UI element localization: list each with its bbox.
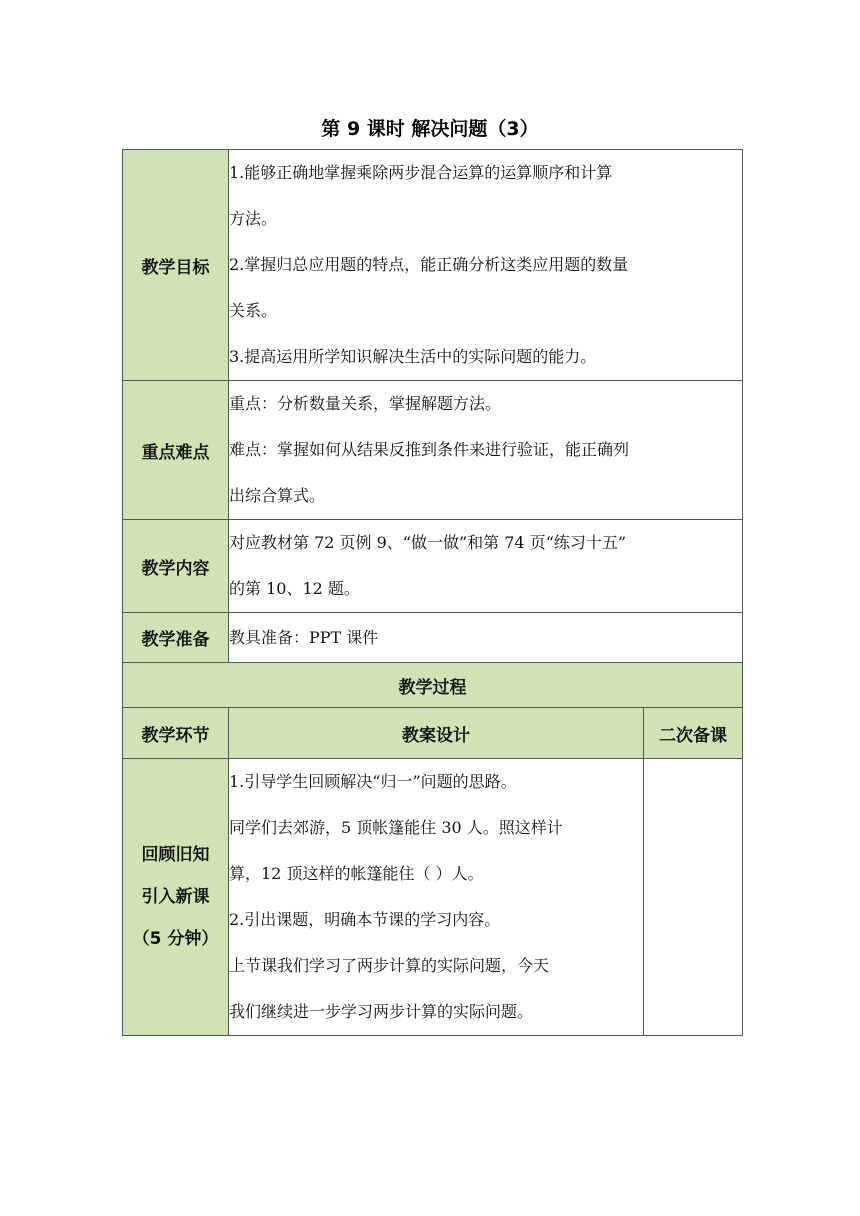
review-section-label: [123, 759, 229, 1036]
content-content: [229, 520, 743, 613]
preparation-label: 教学准备: [123, 613, 229, 663]
review-line: 我们继续进一步学习两步计算的实际问题。: [229, 1002, 534, 1021]
content-row: [123, 520, 743, 613]
content-line: 对应教材第 72 页例 9、“做一做”和第 74 页“练习十五”: [229, 533, 627, 552]
preparation-content: [229, 613, 743, 663]
lesson-title: 第 9 课时 解决问题（3）: [321, 118, 539, 140]
key-points-label: 重点难点: [123, 381, 229, 520]
key-points-line: 难点：掌握如何从结果反推到条件来进行验证，能正确列: [229, 440, 630, 459]
content-line: 的第 10、12 题。: [229, 579, 360, 598]
review-line: 1.引导学生回顾解决“归一”问题的思路。: [229, 772, 517, 791]
objectives-line: 1.能够正确地掌握乘除两步混合运算的运算顺序和计算: [229, 163, 613, 182]
review-label-line: （5 分钟）: [132, 929, 219, 949]
preparation-row: [123, 613, 743, 663]
revision-notes-cell: [644, 759, 743, 1036]
review-line: 2.引出课题，明确本节课的学习内容。: [229, 910, 501, 929]
lesson-plan-table: [122, 149, 743, 1036]
preparation-line: 教具准备：PPT 课件: [229, 627, 379, 647]
review-section-row: [123, 759, 743, 1036]
objectives-line: 方法。: [229, 209, 278, 228]
key-points-row: [123, 381, 743, 520]
review-section-content: [229, 759, 644, 1036]
column-revision: 二次备课: [644, 708, 743, 759]
review-line: 上节课我们学习了两步计算的实际问题，今天: [229, 956, 550, 975]
objectives-label: 教学目标: [123, 150, 229, 381]
column-stage: 教学环节: [123, 708, 229, 759]
review-line: 同学们去郊游，5 顶帐篷能住 30 人。照这样计: [229, 818, 563, 837]
objectives-line: 关系。: [229, 301, 278, 320]
review-label-line: 引入新课: [141, 887, 210, 907]
process-header-row: [123, 663, 743, 708]
objectives-line: 3.提高运用所学知识解决生活中的实际问题的能力。: [229, 347, 597, 366]
column-design: 教案设计: [229, 708, 644, 759]
objectives-line: 2.掌握归总应用题的特点，能正确分析这类应用题的数量: [229, 255, 629, 274]
process-columns-row: [123, 708, 743, 759]
key-points-line: 重点：分析数量关系，掌握解题方法。: [229, 394, 502, 413]
review-line: 算，12 顶这样的帐篷能住（ ）人。: [229, 864, 484, 883]
objectives-content: [229, 150, 743, 381]
key-points-content: [229, 381, 743, 520]
review-label-line: 回顾旧知: [141, 845, 210, 865]
content-label: 教学内容: [123, 520, 229, 613]
objectives-row: [123, 150, 743, 381]
process-header: 教学过程: [123, 663, 743, 708]
key-points-line: 出综合算式。: [229, 486, 326, 505]
